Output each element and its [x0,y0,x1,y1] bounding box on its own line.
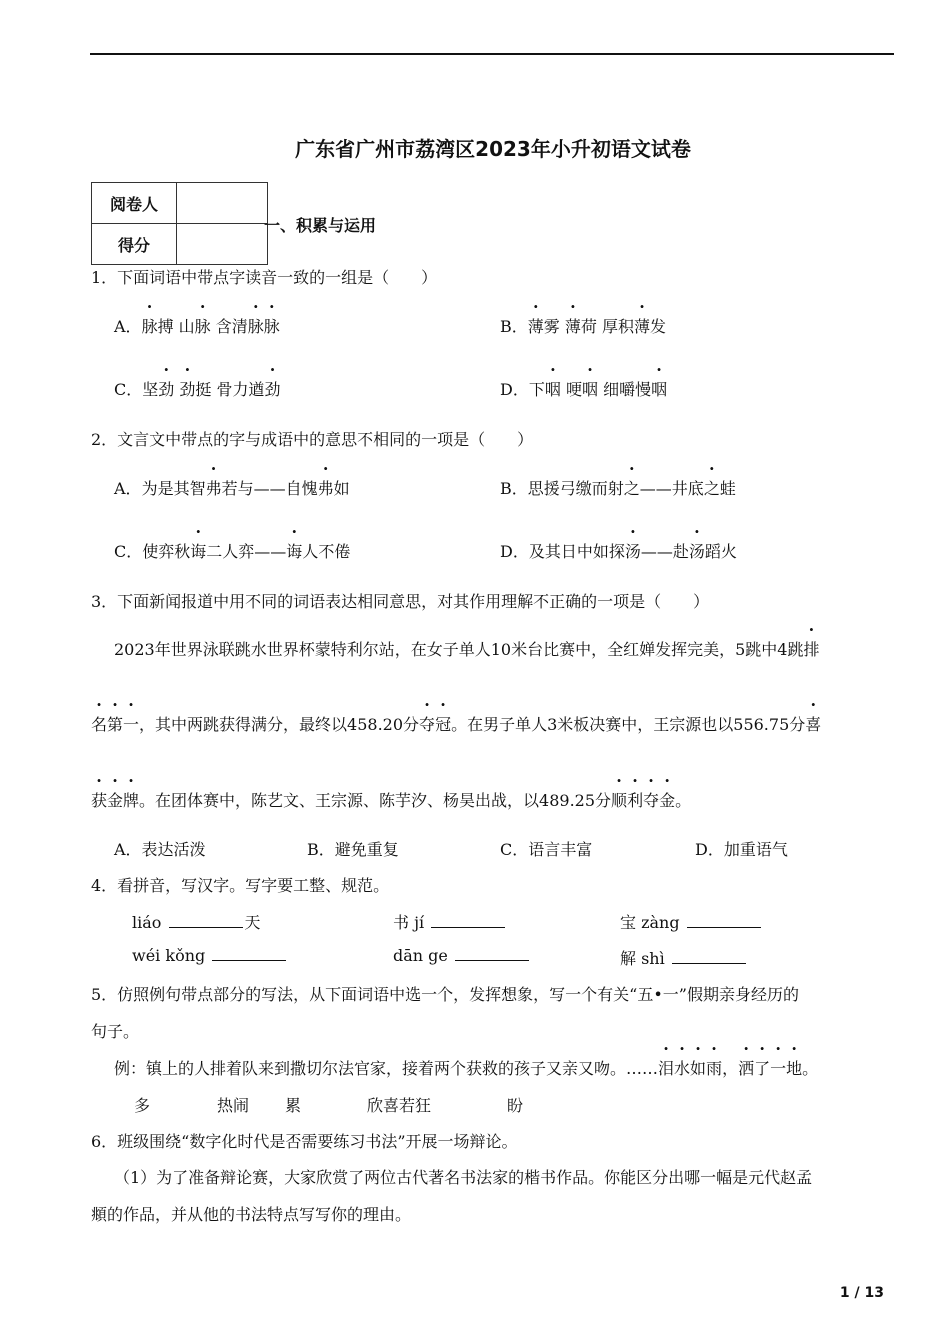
answer-blank[interactable] [212,946,286,961]
q3-option-c: C．语言丰富 [500,840,593,859]
emphasis-char: 劲 [158,380,175,399]
q6-sub-line-2: 頫的作品，并从他的书法特点写写你的理由。 [91,1205,412,1224]
header-rule [90,53,894,55]
q1-stem: 1．下面词语中带点字读音一致的一组是（ ） [91,268,438,287]
answer-blank[interactable] [687,913,761,928]
emphasis-char: 脉 [263,317,280,336]
pinyin-item: 书 jí [393,910,507,933]
emphasis-char: 薄 [633,317,650,336]
q1-option-d [500,377,667,400]
q3-passage-line-1: 2023年世界泳联跳水世界杯蒙特利尔站，在女子单人10米台比赛中，全红婵发挥完美，5跳中4跳排 [114,637,819,660]
pinyin-item: wéi kǒng [132,946,288,965]
emphasis-char: 脉 [247,317,264,336]
q3-option-d: D．加重语气 [695,840,788,859]
reviewer-cell [177,183,268,224]
q2-option-b [500,476,736,499]
q2-stem: 2．文言文中带点的字与成语中的意思不相同的一项是（ ） [91,430,534,449]
option-text: 脉搏 山脉 含清脉脉 [142,317,280,336]
option-text: 为是其智弗若与——自愧弗如 [142,479,350,498]
emphasis-char: 咽 [651,380,668,399]
emphasis-char: 汤 [688,542,705,561]
q3-option-a: A．表达活泼 [114,840,206,859]
q3-stem: 3．下面新闻报道中用不同的词语表达相同意思，对其作用理解不正确的一项是（ ） [91,592,710,611]
q5-stem-line-1: 5．仿照例句带点部分的写法，从下面词语中选一个，发挥想象，写一个有关“五•一”假期亲身经历的 [91,985,799,1004]
q6-stem: 6．班级围绕“数字化时代是否需要练习书法”开展一场辩论。 [91,1132,518,1151]
emphasis-char: 薄 [564,317,581,336]
q5-stem-line-2: 句子。 [91,1022,140,1041]
emphasis-char: 咽 [581,380,598,399]
emphasis-char: 利 [627,791,644,810]
pinyin-item: liáo 天 [132,913,261,932]
option-label: C． [114,542,143,561]
q1-option-b [500,314,666,337]
emphasis-char: 第 [107,715,124,734]
answer-blank[interactable] [169,913,243,928]
emphasis-char: 冠 [435,715,452,734]
score-cell [177,224,268,265]
emphasis-char: 诲 [286,542,303,561]
emphasis-char: 一 [123,715,140,734]
option-text: 薄雾 薄荷 厚积薄发 [528,317,666,336]
q1-option-c [114,377,281,400]
option-label: B． [500,317,528,336]
emphasis-char: 劲 [179,380,196,399]
emphasis-char: 喜 [805,715,822,734]
option-label: B． [500,479,528,498]
option-label: D． [500,542,529,561]
emphasis-char: 顺 [611,791,628,810]
emphasis-char: 之 [623,479,640,498]
option-text: 思援弓缴而射之——井底之蛙 [528,479,736,498]
answer-blank[interactable] [455,946,529,961]
q5-word: 热闹 [217,1096,250,1115]
pinyin-item: 解 shì [620,946,748,969]
emphasis-char: 获 [91,791,108,810]
reviewer-label: 阅卷人 [92,183,177,224]
emphasis-char: 金 [659,791,676,810]
q2-option-c [114,539,350,562]
emphasis-char: 诲 [190,542,207,561]
score-table [91,182,268,265]
q5-word: 多 [134,1096,151,1115]
q3-passage-line-3: 获金牌。在团体赛中，陈艺文、王宗源、陈芋汐、杨昊出战，以489.25分顺利夺金。 [91,788,691,811]
emphasis-char: 地 [786,1059,803,1078]
q4-stem: 4．看拼音，写汉字。写字要工整、规范。 [91,876,390,895]
emphasis-char: 之 [703,479,720,498]
emphasis-char: 排 [803,640,820,659]
option-label: A． [114,317,142,336]
emphasis-char: 汤 [624,542,641,561]
emphasis-char: 劲 [264,380,281,399]
emphasis-char: 脉 [194,317,211,336]
emphasis-char: 夺 [643,791,660,810]
option-label: A． [114,479,142,498]
answer-blank[interactable] [431,913,505,928]
option-text: 及其日中如探汤——赴汤蹈火 [529,542,737,561]
q3-passage-line-2: 名第一，其中两跳获得满分，最终以458.20分夺冠。在男子单人3米板决赛中，王宗源也以556.75分喜 [91,712,821,735]
emphasis-char: 咽 [544,380,561,399]
emphasis-char: 泪 [658,1059,675,1078]
emphasis-char: 一 [770,1059,787,1078]
q5-word: 累 [285,1096,302,1115]
emphasis-char: 弗 [205,479,222,498]
option-label: D． [500,380,529,399]
answer-blank[interactable] [672,949,746,964]
emphasis-char: 雨 [706,1059,723,1078]
emphasis-char: 薄 [527,317,544,336]
emphasis-char: 脉 [141,317,158,336]
emphasis-char: 水 [674,1059,691,1078]
page-number: 1 / 13 [839,1285,884,1301]
option-text: 使弈秋诲二人弈——诲人不倦 [142,542,350,561]
emphasis-char: 如 [690,1059,707,1078]
option-text: 坚劲 劲挺 骨力遒劲 [142,380,280,399]
option-text: 下咽 哽咽 细嚼慢咽 [529,380,667,399]
emphasis-char: 了 [754,1059,771,1078]
pinyin-item: dān ge [393,946,531,965]
q5-example: 例：镇上的人排着队来到撒切尔法官家，接着两个获救的孩子又亲又吻。……泪水如雨，洒了一地。 [114,1056,818,1079]
q1-option-a [114,314,280,337]
emphasis-char: 名 [91,715,108,734]
q2-option-a [114,476,350,499]
q2-option-d [500,539,737,562]
section-heading: 一、积累与运用 [264,216,377,235]
option-label: C． [114,380,143,399]
emphasis-char: 金 [107,791,124,810]
score-label: 得分 [92,224,177,265]
q5-word: 欣喜若狂 [367,1096,432,1115]
q6-sub-line-1: （1）为了准备辩论赛，大家欣赏了两位古代著名书法家的楷书作品。你能区分出哪一幅是元代赵孟 [114,1168,813,1187]
emphasis-char: 洒 [738,1059,755,1078]
emphasis-char: 牌 [123,791,140,810]
emphasis-char: 夺 [419,715,436,734]
q3-option-b: B．避免重复 [307,840,399,859]
pinyin-item: 宝 zàng [620,910,763,933]
emphasis-char: 弗 [317,479,334,498]
page-title: 广东省广州市荔湾区2023年小升初语文试卷 [295,137,691,161]
q5-word: 盼 [507,1096,524,1115]
